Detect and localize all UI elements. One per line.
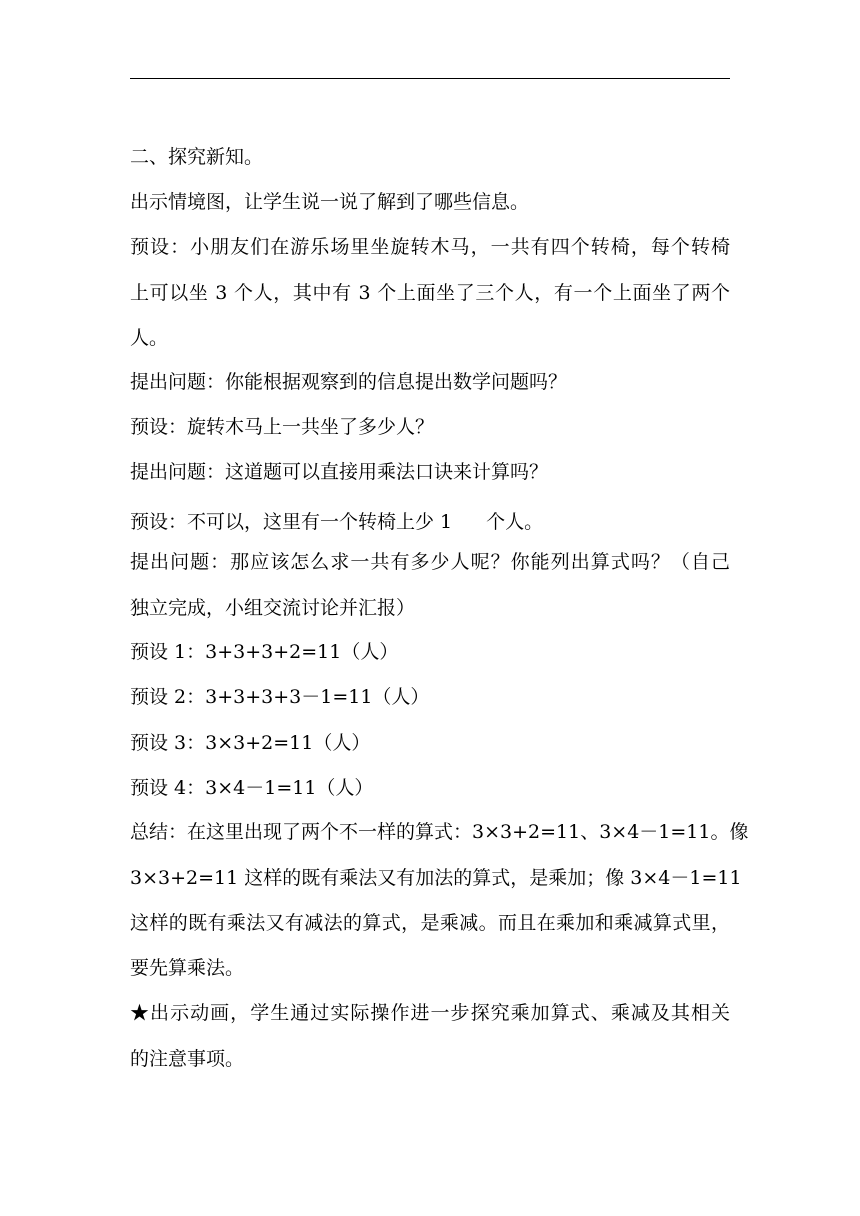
paragraph-line: 总结：在这里出现了两个不一样的算式：3×3+2=11、3×4－1=11。像	[130, 821, 749, 843]
header-rule	[130, 78, 730, 79]
paragraph-line: 预设：旋转木马上一共坐了多少人？	[130, 416, 435, 438]
paragraph-line: 的注意事项。	[130, 1048, 245, 1070]
paragraph-line: 这样的既有乘法又有减法的算式，是乘减。而且在乘加和乘减算式里，	[130, 912, 730, 934]
paragraph-line: 上可以坐 3 个人，其中有 3 个上面坐了三个人，有一个上面坐了两个	[130, 282, 730, 304]
paragraph-line: ★出示动画，学生通过实际操作进一步探究乘加算式、乘减及其相关	[130, 1002, 730, 1024]
paragraph-line	[130, 510, 730, 534]
paragraph-line: 提出问题：那应该怎么求一共有多少人呢？你能列出算式吗？（自己	[130, 551, 730, 573]
paragraph-line: 出示情境图，让学生说一说了解到了哪些信息。	[130, 191, 530, 213]
text-segment: 预设：不可以，这里有一个转椅上少 1	[130, 511, 453, 533]
paragraph-line: 提出问题：这道题可以直接用乘法口诀来计算吗？	[130, 461, 549, 483]
section-heading: 二、探究新知。	[130, 146, 264, 168]
paragraph-line: 预设 4：3×4－1=11（人）	[130, 777, 374, 799]
paragraph-line: 预设：小朋友们在游乐场里坐旋转木马，一共有四个转椅，每个转椅	[130, 236, 730, 258]
paragraph-line: 人。	[130, 327, 169, 349]
paragraph-line: 预设 1：3+3+3+2=11（人）	[130, 641, 399, 663]
text-segment: 个人。	[486, 511, 544, 533]
paragraph-line: 要先算乘法。	[130, 957, 245, 979]
paragraph-line: 预设 3：3×3+2=11（人）	[130, 732, 371, 754]
paragraph-line: 独立完成，小组交流讨论并汇报）	[130, 597, 416, 619]
paragraph-line: 预设 2：3+3+3+3－1=11（人）	[130, 686, 430, 708]
paragraph-line: 提出问题：你能根据观察到的信息提出数学问题吗？	[130, 371, 568, 393]
paragraph-line: 3×3+2=11 这样的既有乘法又有加法的算式，是乘加；像 3×4－1=11	[130, 867, 742, 889]
